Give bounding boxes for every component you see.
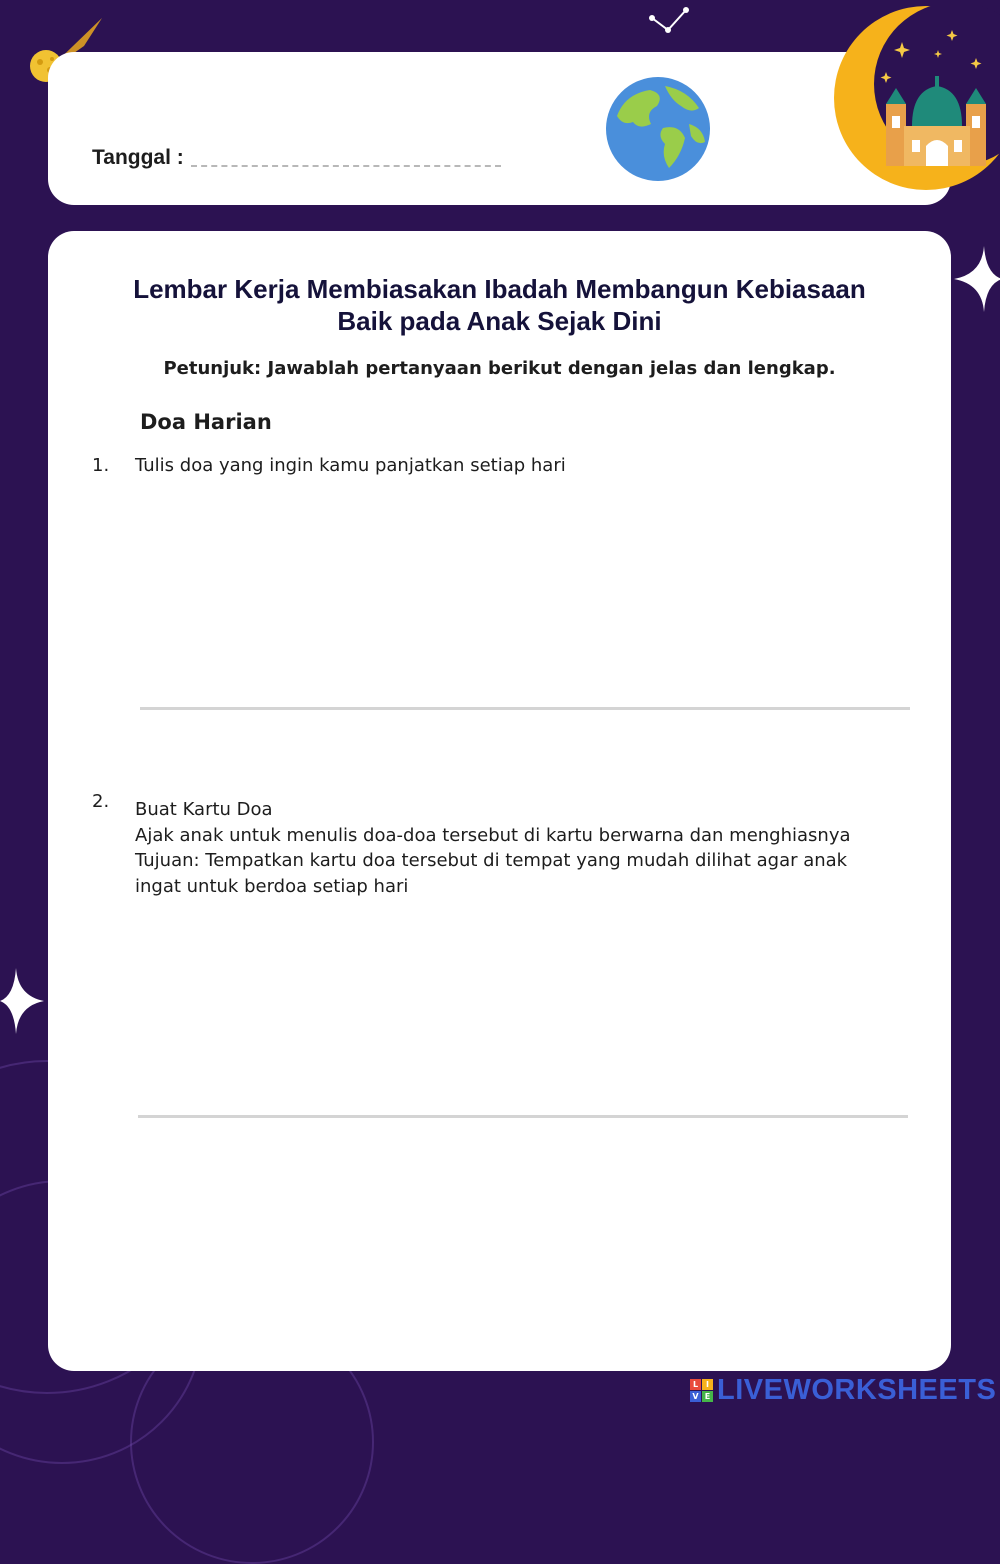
logo-letter: E — [702, 1391, 713, 1402]
brand-name: LIVEWORKSHEETS — [717, 1373, 997, 1406]
section-heading: Doa Harian — [140, 410, 272, 434]
date-card — [48, 52, 951, 205]
constellation-icon — [646, 0, 696, 36]
title-line: Lembar Kerja Membiasakan Ibadah Membangun Kebiasaan — [133, 274, 866, 304]
date-label: Tanggal : — [92, 146, 184, 169]
date-input[interactable] — [191, 144, 505, 172]
instruction-text: Petunjuk: Jawablah pertanyaan berikut dengan jelas dan lengkap. — [163, 358, 836, 379]
logo-letter: I — [702, 1379, 713, 1390]
question-number: 2. — [92, 791, 110, 812]
logo-letter: V — [690, 1391, 701, 1402]
answer-line — [138, 1115, 908, 1118]
worksheet-title — [48, 273, 951, 337]
logo-letter: L — [690, 1379, 701, 1390]
liveworksheets-brand — [690, 1374, 996, 1406]
worksheet-card — [48, 231, 951, 1371]
liveworksheets-logo-icon — [690, 1379, 713, 1402]
earth-icon — [605, 76, 711, 182]
answer-2-input[interactable] — [138, 911, 912, 1115]
crescent-moon-mosque-icon — [826, 6, 1000, 190]
question-line: Tujuan: Tempatkan kartu doa tersebut di tempat yang mudah dilihat agar anak — [135, 850, 848, 871]
question-text — [135, 453, 905, 479]
question-line: Tulis doa yang ingin kamu panjatkan setiap hari — [135, 455, 566, 476]
sparkle-icon — [0, 968, 44, 1034]
title-line: Baik pada Anak Sejak Dini — [337, 306, 662, 336]
question-line: Ajak anak untuk menulis doa-doa tersebut di kartu berwarna dan menghiasnya — [135, 824, 851, 846]
question-line: ingat untuk berdoa setiap hari — [135, 875, 409, 897]
answer-1-input[interactable] — [140, 501, 914, 705]
answer-line — [140, 707, 910, 710]
question-number: 1. — [92, 455, 110, 476]
sparkle-icon — [954, 246, 1000, 312]
question-text — [135, 797, 905, 899]
question-line: Buat Kartu Doa — [135, 799, 273, 820]
